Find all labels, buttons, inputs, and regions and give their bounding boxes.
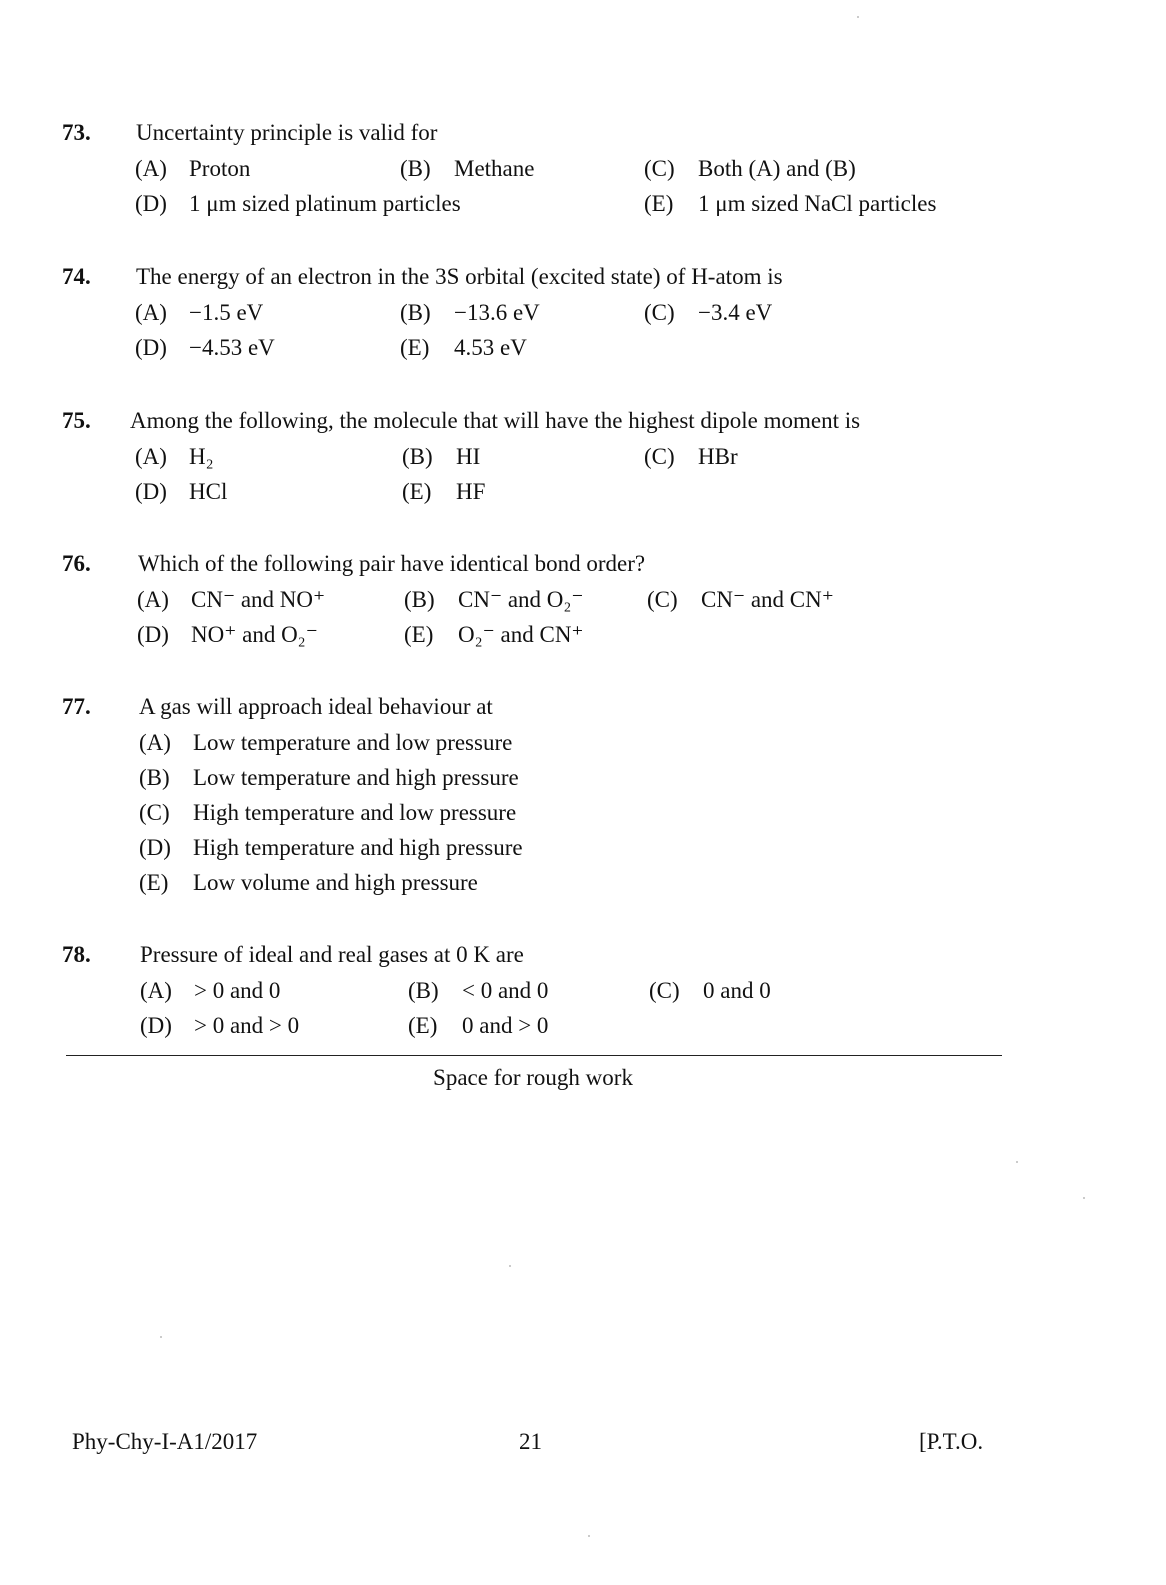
option-row — [62, 620, 1022, 655]
option-d — [137, 620, 318, 650]
option-c — [139, 798, 516, 828]
option-row — [62, 833, 1022, 868]
divider-line — [66, 1055, 1002, 1056]
question-73 — [62, 118, 1022, 224]
option-b — [404, 585, 584, 615]
scan-speck — [857, 16, 859, 18]
option-label: (D) — [139, 835, 171, 860]
option-label: (E) — [139, 870, 169, 895]
option-b — [400, 154, 534, 184]
option-text: > 0 and 0 — [194, 978, 281, 1003]
option-row — [62, 189, 1022, 224]
option-c — [644, 154, 856, 184]
option-label: (C) — [139, 800, 170, 825]
option-a — [135, 442, 214, 472]
option-d — [135, 189, 461, 219]
option-text: High temperature and low pressure — [193, 800, 517, 825]
option-text: Low volume and high pressure — [193, 870, 478, 895]
option-label: (E) — [400, 335, 430, 360]
scan-speck — [1016, 1161, 1018, 1163]
option-a — [135, 298, 263, 328]
option-text: High temperature and high pressure — [193, 835, 523, 860]
question-number: 77. — [62, 694, 91, 719]
option-label: (A) — [135, 156, 167, 181]
option-row — [62, 477, 1022, 512]
option-d — [140, 1011, 299, 1041]
option-label: (D) — [135, 335, 167, 360]
option-label: (D) — [135, 191, 167, 216]
option-label: (E) — [402, 479, 432, 504]
question-number: 78. — [62, 942, 91, 967]
option-b — [400, 298, 540, 328]
option-c — [647, 585, 834, 615]
option-e — [402, 477, 485, 507]
option-c — [649, 976, 771, 1006]
page-number: 21 — [519, 1429, 542, 1454]
option-text: Proton — [189, 156, 251, 181]
pto-label: [P.T.O. — [919, 1429, 984, 1454]
option-a — [139, 728, 512, 758]
option-label: (E) — [404, 622, 434, 647]
question-76 — [62, 549, 1022, 655]
option-label: (C) — [644, 300, 675, 325]
option-b — [408, 976, 548, 1006]
option-text: Both (A) and (B) — [698, 156, 856, 181]
option-label: (A) — [137, 587, 169, 612]
option-b — [139, 763, 519, 793]
option-text: Methane — [454, 156, 535, 181]
option-a — [137, 585, 325, 615]
option-text: HBr — [698, 444, 738, 469]
option-label: (B) — [400, 156, 431, 181]
option-text: Low temperature and high pressure — [193, 765, 519, 790]
option-c — [644, 442, 738, 472]
option-label: (C) — [647, 587, 678, 612]
option-e — [404, 620, 584, 650]
option-label: (A) — [139, 730, 171, 755]
option-d — [135, 333, 275, 363]
option-text: 4.53 eV — [454, 335, 527, 360]
option-text: H₂ — [189, 444, 214, 469]
option-e — [644, 189, 936, 219]
option-label: (B) — [139, 765, 170, 790]
option-e — [139, 868, 478, 898]
option-text: O₂⁻ and CN⁺ — [458, 622, 584, 647]
question-77 — [62, 692, 1022, 903]
option-row — [62, 868, 1022, 903]
option-c — [644, 298, 772, 328]
option-text: CN⁻ and NO⁺ — [191, 587, 326, 612]
question-text: Among the following, the molecule that will have the highest dipole moment is — [130, 408, 861, 433]
option-e — [408, 1011, 548, 1041]
option-label: (B) — [404, 587, 435, 612]
option-row — [62, 798, 1022, 833]
option-label: (D) — [137, 622, 169, 647]
question-number: 75. — [62, 408, 91, 433]
rough-work-label: Space for rough work — [433, 1065, 633, 1090]
option-text: CN⁻ and CN⁺ — [701, 587, 834, 612]
option-row — [62, 728, 1022, 763]
question-text: Which of the following pair have identical bond order? — [138, 551, 646, 576]
option-row — [62, 1011, 1022, 1046]
option-a — [135, 154, 250, 184]
option-text: −4.53 eV — [189, 335, 275, 360]
option-label: (A) — [140, 978, 172, 1003]
option-text: 0 and 0 — [703, 978, 771, 1003]
option-text: HCl — [189, 479, 228, 504]
scan-speck — [160, 1336, 162, 1338]
option-a — [140, 976, 280, 1006]
option-text: CN⁻ and O₂⁻ — [458, 587, 584, 612]
paper-code: Phy-Chy-I-A1/2017 — [72, 1429, 258, 1454]
option-text: −3.4 eV — [698, 300, 773, 325]
question-74 — [62, 262, 1022, 368]
option-label: (B) — [402, 444, 433, 469]
option-text: Low temperature and low pressure — [193, 730, 513, 755]
option-label: (B) — [408, 978, 439, 1003]
option-row — [62, 585, 1022, 620]
option-row — [62, 298, 1022, 333]
question-75 — [62, 406, 1022, 512]
option-label: (A) — [135, 444, 167, 469]
option-label: (B) — [400, 300, 431, 325]
option-row — [62, 976, 1022, 1011]
option-text: 1 μm sized NaCl particles — [698, 191, 937, 216]
option-label: (E) — [408, 1013, 438, 1038]
option-text: < 0 and 0 — [462, 978, 549, 1003]
option-label: (D) — [140, 1013, 172, 1038]
option-row — [62, 763, 1022, 798]
option-label: (E) — [644, 191, 674, 216]
option-text: 0 and > 0 — [462, 1013, 549, 1038]
option-row — [62, 333, 1022, 368]
question-text: The energy of an electron in the 3S orbital (excited state) of H-atom is — [136, 264, 783, 289]
option-label: (C) — [649, 978, 680, 1003]
option-d — [135, 477, 227, 507]
option-label: (A) — [135, 300, 167, 325]
option-e — [400, 333, 527, 363]
option-d — [139, 833, 523, 863]
option-text: NO⁺ and O₂⁻ — [191, 622, 318, 647]
scan-speck — [509, 1265, 511, 1267]
option-label: (D) — [135, 479, 167, 504]
option-label: (C) — [644, 156, 675, 181]
question-78 — [62, 940, 1022, 1046]
option-row — [62, 154, 1022, 189]
question-number: 74. — [62, 264, 91, 289]
question-text: Uncertainty principle is valid for — [136, 120, 438, 145]
scan-speck — [1083, 1197, 1085, 1199]
question-number: 76. — [62, 551, 91, 576]
option-text: −1.5 eV — [189, 300, 264, 325]
option-text: −13.6 eV — [454, 300, 540, 325]
option-text: > 0 and > 0 — [194, 1013, 300, 1038]
option-text: HF — [456, 479, 486, 504]
question-number: 73. — [62, 120, 91, 145]
option-b — [402, 442, 480, 472]
option-row — [62, 442, 1022, 477]
scan-speck — [588, 1535, 590, 1537]
option-text: HI — [456, 444, 481, 469]
question-text: Pressure of ideal and real gases at 0 K are — [140, 942, 524, 967]
option-text: 1 μm sized platinum particles — [189, 191, 461, 216]
option-label: (C) — [644, 444, 675, 469]
question-text: A gas will approach ideal behaviour at — [139, 694, 493, 719]
